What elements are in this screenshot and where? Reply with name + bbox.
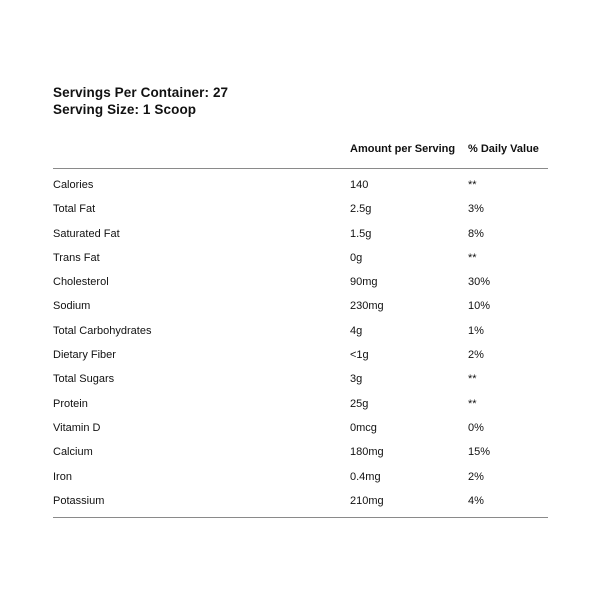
table-row bbox=[53, 173, 548, 197]
nutrient-amount: 0.4mg bbox=[350, 470, 381, 483]
nutrient-daily-value: 2% bbox=[468, 349, 484, 362]
column-header-amount: Amount per Serving bbox=[350, 143, 456, 155]
nutrient-name: Calories bbox=[53, 179, 94, 191]
nutrient-daily-value: 2% bbox=[468, 470, 484, 483]
nutrient-name: Trans Fat bbox=[53, 251, 100, 264]
nutrient-amount: 140 bbox=[350, 179, 369, 191]
table-row bbox=[53, 343, 548, 367]
nutrient-daily-value: 4% bbox=[468, 494, 484, 507]
nutrient-daily-value: ** bbox=[468, 397, 477, 410]
nutrient-daily-value: 3% bbox=[468, 203, 484, 216]
nutrient-amount: 180mg bbox=[350, 446, 384, 459]
nutrient-name: Vitamin D bbox=[53, 421, 101, 434]
table-row bbox=[53, 489, 548, 513]
nutrient-amount: 1.5g bbox=[350, 227, 372, 240]
nutrient-name: Dietary Fiber bbox=[53, 349, 116, 362]
table-row bbox=[53, 294, 548, 318]
table-row bbox=[53, 465, 548, 489]
nutrient-daily-value: 15% bbox=[468, 446, 491, 459]
nutrient-daily-value: 1% bbox=[468, 324, 484, 337]
nutrient-name: Calcium bbox=[53, 446, 93, 459]
table-row bbox=[53, 440, 548, 464]
nutrient-name: Potassium bbox=[53, 494, 105, 507]
nutrient-amount: 90mg bbox=[350, 276, 378, 289]
nutrient-name: Iron bbox=[53, 470, 72, 483]
table-row bbox=[53, 246, 548, 270]
table-row bbox=[53, 319, 548, 343]
nutrient-daily-value: ** bbox=[468, 179, 477, 191]
nutrient-daily-value: ** bbox=[468, 373, 477, 386]
nutrient-amount: 4g bbox=[350, 324, 363, 337]
nutrient-name: Saturated Fat bbox=[53, 227, 120, 240]
nutrient-daily-value: 8% bbox=[468, 227, 484, 240]
nutrient-name: Protein bbox=[53, 397, 88, 410]
nutrient-name: Total Carbohydrates bbox=[53, 324, 152, 337]
table-header bbox=[53, 134, 548, 169]
table-body bbox=[53, 169, 548, 518]
table-row bbox=[53, 197, 548, 221]
table-row bbox=[53, 392, 548, 416]
table-row bbox=[53, 222, 548, 246]
nutrient-name: Total Sugars bbox=[53, 373, 115, 386]
nutrition-table bbox=[53, 134, 548, 518]
nutrient-name: Cholesterol bbox=[53, 276, 109, 289]
nutrient-amount: 25g bbox=[350, 397, 369, 410]
nutrient-name: Total Fat bbox=[53, 203, 96, 216]
nutrient-name: Sodium bbox=[53, 300, 91, 313]
table-row bbox=[53, 416, 548, 440]
servings-per-container: Servings Per Container: 27 bbox=[53, 85, 229, 100]
column-header-daily-value: % Daily Value bbox=[468, 143, 539, 155]
nutrient-amount: 3g bbox=[350, 373, 363, 386]
nutrient-amount: <1g bbox=[350, 349, 369, 362]
nutrient-daily-value: 30% bbox=[468, 276, 491, 289]
nutrient-amount: 0g bbox=[350, 251, 363, 264]
nutrient-amount: 210mg bbox=[350, 494, 384, 507]
serving-size: Serving Size: 1 Scoop bbox=[53, 102, 197, 117]
nutrient-amount: 2.5g bbox=[350, 203, 372, 216]
nutrient-daily-value: ** bbox=[468, 251, 477, 264]
table-row bbox=[53, 367, 548, 391]
nutrient-daily-value: 0% bbox=[468, 421, 484, 434]
nutrient-daily-value: 10% bbox=[468, 300, 491, 313]
serving-info bbox=[53, 84, 228, 118]
nutrient-amount: 230mg bbox=[350, 300, 384, 313]
nutrient-amount: 0mcg bbox=[350, 421, 377, 434]
table-row bbox=[53, 270, 548, 294]
